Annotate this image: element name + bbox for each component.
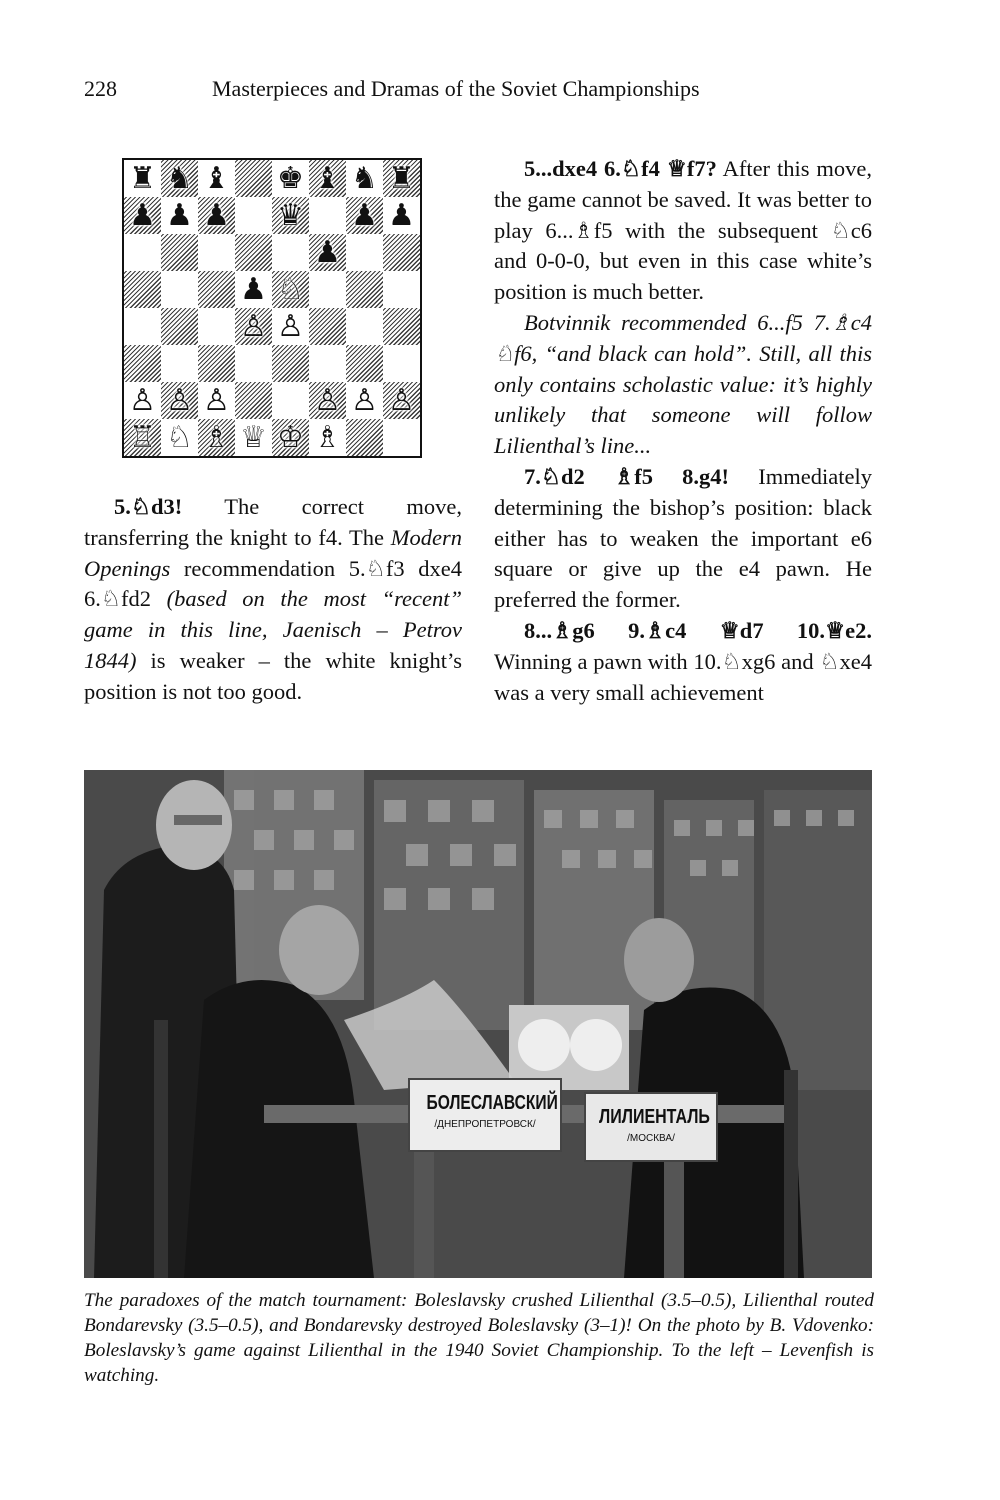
paragraph [494,616,872,708]
board-square [198,382,235,419]
board-square [346,160,383,197]
board-square [124,160,161,197]
board-square [272,345,309,382]
chess-piece-icon: ♗ [203,419,230,455]
chess-piece-icon: ♙ [240,308,267,344]
board-square [309,345,346,382]
chess-piece-icon: ♟ [129,197,156,233]
board-square [272,160,309,197]
board-square [198,234,235,271]
chess-piece-icon: ♟ [240,271,267,307]
sign-city: /МОСКВА/ [627,1133,675,1144]
board-square [272,234,309,271]
chess-piece-icon: ♔ [277,419,304,455]
board-square [309,419,346,456]
board-square [161,382,198,419]
board-square [235,419,272,456]
chess-piece-icon: ♜ [129,160,156,196]
board-square [309,160,346,197]
chess-piece-icon: ♟ [388,197,415,233]
chess-piece-icon: ♗ [314,419,341,455]
board-square [198,419,235,456]
move-notation: 8...♗g6 9.♗c4 ♕d7 10.♕e2. [524,617,872,643]
page-number: 228 [84,76,117,101]
book-title: Modern Openings [84,524,462,581]
chess-piece-icon: ♝ [314,160,341,196]
chess-piece-icon: ♙ [314,382,341,418]
board-square [309,234,346,271]
board-square [309,382,346,419]
board-square [235,234,272,271]
board-square [346,345,383,382]
tournament-photo [84,770,872,1278]
left-column [84,492,462,708]
board-square [235,345,272,382]
sign-name: ЛИЛИЕНТАЛЬ [599,1106,710,1128]
chess-piece-icon: ♚ [277,160,304,196]
board-square [346,271,383,308]
chess-piece-icon: ♙ [166,382,193,418]
board-square [124,419,161,456]
move-notation: 5...dxe4 6.♘f4 ♕f7? [524,156,717,181]
right-column [494,154,872,708]
move-notation: 5.♘d3! [114,494,183,519]
board-square [161,308,198,345]
text: recommendation 5.♘f3 dxe4 6.♘fd2 [84,555,462,612]
board-square [198,345,235,382]
board-square [383,308,420,345]
chess-piece-icon: ♕ [240,419,267,455]
board-square [309,271,346,308]
paragraph [494,462,872,616]
board-square [161,345,198,382]
italic-paragraph: Botvinnik recommended 6...f5 7.♗c4 ♘f6, “and black can hold”. Still, all this only contains scholastic value: it’s highly unlikely that someone will follow Lilienthal’s line... [494,309,872,459]
board-square [383,382,420,419]
board-square [124,197,161,234]
move-notation: 7.♘d2 ♗f5 8.g4! [524,463,730,489]
board-square [272,197,309,234]
chess-piece-icon: ♙ [129,382,156,418]
board-square [124,234,161,271]
board-square [383,197,420,234]
board-square [235,160,272,197]
board-square [198,160,235,197]
sign-name: БОЛЕСЛАВСКИЙ [426,1092,558,1114]
board-square [235,271,272,308]
board-square [161,197,198,234]
board-square [272,382,309,419]
board-square [309,308,346,345]
board-square [198,308,235,345]
board-square [346,308,383,345]
chess-piece-icon: ♟ [166,197,193,233]
board-square [161,271,198,308]
text: Immediately determining the bishop’s position: black either has to weaken the important e6 square or give up the e4 pawn. He preferred the former. [494,463,873,613]
name-sign-lilienthal [584,1092,718,1162]
paragraph [494,154,872,308]
chess-piece-icon: ♙ [351,382,378,418]
chess-piece-icon: ♘ [277,271,304,307]
chess-piece-icon: ♖ [129,419,156,455]
text: Winning a pawn with 10.♘xg6 and ♘xe4 was a very small achievement [494,648,872,705]
chess-piece-icon: ♞ [351,160,378,196]
board-square [161,234,198,271]
board-square [272,271,309,308]
board-square [161,160,198,197]
board-square [346,234,383,271]
chess-piece-icon: ♟ [314,234,341,270]
board-square [383,271,420,308]
chess-piece-icon: ♞ [166,160,193,196]
text: The correct move, transferring the knight to f4. The [84,494,462,550]
board-square [383,419,420,456]
chess-piece-icon: ♙ [277,308,304,344]
chess-piece-icon: ♜ [388,160,415,196]
board-square [161,419,198,456]
running-title: Masterpieces and Dramas of the Soviet Championships [212,76,700,101]
board-square [198,271,235,308]
board-square [383,160,420,197]
board-square [124,271,161,308]
board-square [235,308,272,345]
board-square [124,345,161,382]
name-sign-boleslavsky [408,1078,562,1152]
chess-piece-icon: ♘ [166,419,193,455]
board-square [346,197,383,234]
text: After this move, the game cannot be saved. It was better to play 6...♗f5 with the subsequent ♘c6 and 0-0-0, but even in this case white’s position is much better. [494,156,872,305]
chess-piece-icon: ♟ [203,197,230,233]
board-square [235,197,272,234]
board-square [346,382,383,419]
board-square [309,197,346,234]
chess-piece-icon: ♙ [388,382,415,418]
board-square [124,382,161,419]
paragraph [84,492,462,708]
board-square [272,419,309,456]
board-square [383,234,420,271]
italic-note: (based on the most “recent” game in this line, Jaenisch – Petrov 1844) [84,586,462,673]
chess-piece-icon: ♟ [351,197,378,233]
chess-piece-icon: ♛ [277,197,304,233]
board-square [198,197,235,234]
sign-city: /ДНЕПРОПЕТРОВСК/ [434,1119,536,1130]
board-square [383,345,420,382]
board-square [235,382,272,419]
chess-diagram [122,158,422,458]
board-square [346,419,383,456]
chess-piece-icon: ♝ [203,160,230,196]
board-square [272,308,309,345]
chess-piece-icon: ♙ [203,382,230,418]
text: is weaker – the white knight’s position is not too good. [84,647,462,704]
photo-caption: The paradoxes of the match tournament: Boleslavsky crushed Lilienthal (3.5–0.5), Lilienthal routed Bondarevsky (3.5–0.5), and Bondarevsky destroyed Boleslavsky (3–1)! On the photo by B. Vdovenko: Boleslavsky’s game against Lilienthal in the 1940 Soviet Championship. To the left – Levenfish is watching. [84,1290,874,1386]
board-square [124,308,161,345]
photo-illustration [84,770,872,1278]
